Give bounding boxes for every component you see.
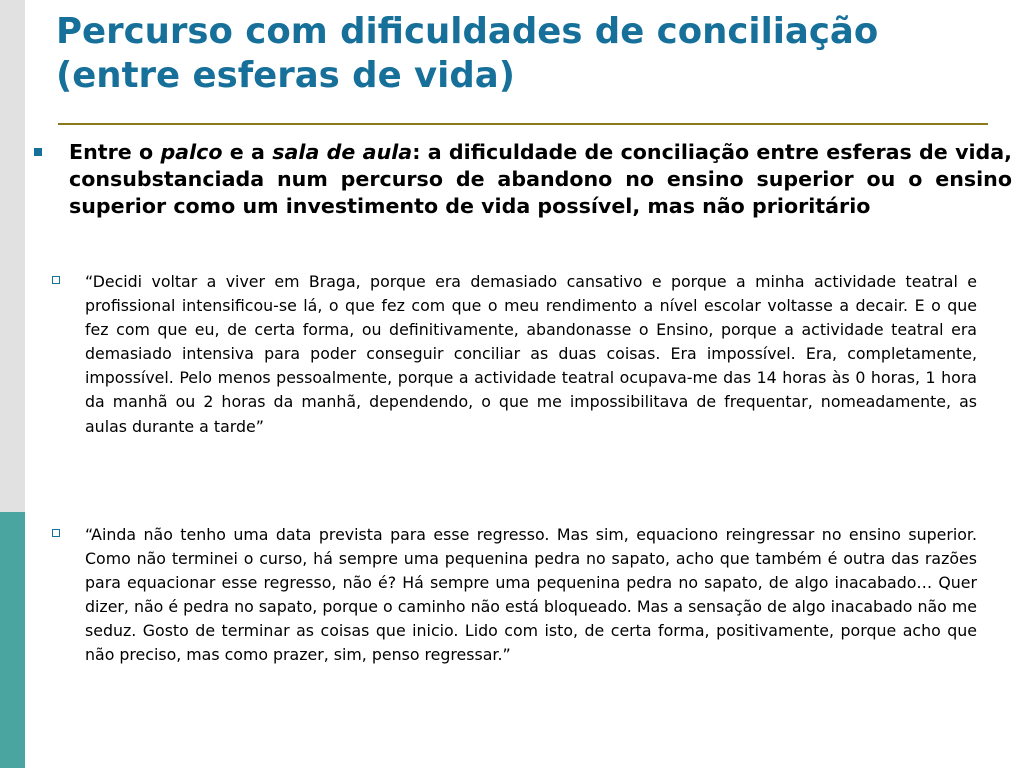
main-bullet-italic-palco: palco xyxy=(160,140,223,164)
sidebar-teal-strip xyxy=(0,512,25,768)
quote-text-2: “Ainda não tenho uma data prevista para esse regresso. Mas sim, equaciono reingressar no ensino superior. Como não terminei o curso, há sempre uma pequenina pedra no sapato, acho que também é outra das razões para equacionar esse regresso, não é? Há sempre uma pequenina pedra no sapato, de algo inacabado… Quer dizer, não é pedra no sapato, porque o caminho não está bloqueado. Mas a sensação de algo inacabado não me seduz. Gosto de terminar as coisas que inicio. Lido com isto, de certa forma, positivamente, porque acho que não preciso, mas como prazer, sim, penso regressar.” xyxy=(85,525,977,665)
main-bullet xyxy=(30,139,1012,221)
hollow-square-bullet-icon xyxy=(52,276,60,284)
hollow-square-bullet-icon xyxy=(52,529,60,537)
slide-title xyxy=(56,10,996,98)
sidebar-light-strip xyxy=(0,0,25,512)
quote-bullet-2 xyxy=(48,523,977,668)
main-bullet-part2: e a xyxy=(222,140,273,164)
quote-text-1: “Decidi voltar a viver em Braga, porque era demasiado cansativo e porque a minha actividade teatral e profissional intensificou-se lá, o que fez com que o meu rendimento a nível escolar voltasse a decair. E o que fez com que eu, de certa forma, ou definitivamente, abandonasse o Ensino, porque a actividade teatral era demasiado intensiva para poder conseguir conciliar as duas coisas. Era impossível. Era, completamente, impossível. Pelo menos pessoalmente, porque a actividade teatral ocupava-me das 14 horas às 0 horas, 1 hora da manhã ou 2 horas da manhã, dependendo, o que me impossibilitava de frequentar, nomeadamente, as aulas durante a tarde” xyxy=(85,272,977,436)
main-bullet-text xyxy=(69,139,1012,221)
square-bullet-icon xyxy=(34,148,42,156)
title-divider xyxy=(58,123,988,125)
main-bullet-part1: Entre o xyxy=(69,140,161,164)
title-line-2: (entre esferas de vida) xyxy=(56,55,515,96)
title-line-1: Percurso com dificuldades de conciliação xyxy=(56,11,879,52)
main-bullet-part3: : a dificuldade de conciliação entre esferas de vida, consubstanciada num percurso de abandono no ensino superior ou o ensino superior como um investimento de vida possível, mas não prioritário xyxy=(69,140,1013,219)
main-bullet-italic-sala-de-aula: sala de aula xyxy=(272,140,413,164)
quote-bullet-1 xyxy=(48,270,977,439)
